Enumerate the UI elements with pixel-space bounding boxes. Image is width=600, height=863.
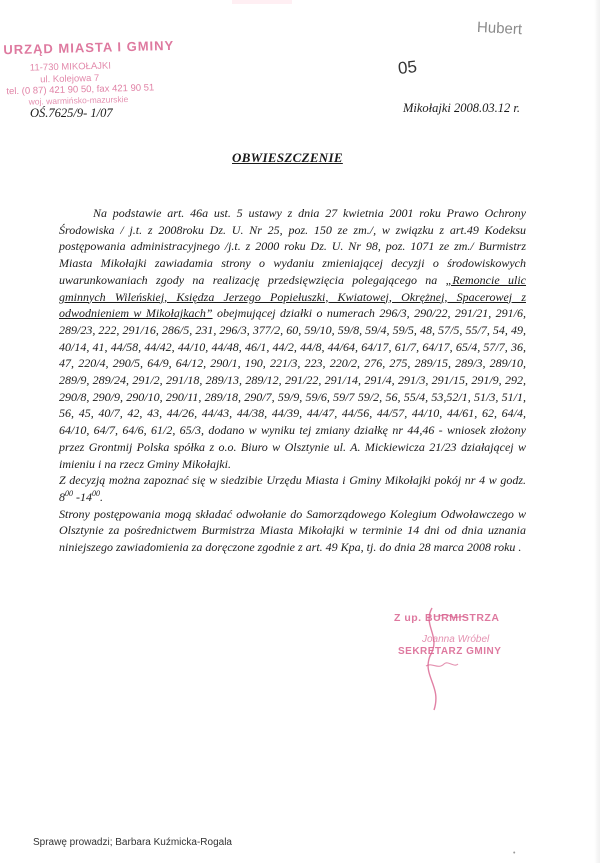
case-number: OŚ.7625/9- 1/07: [30, 106, 113, 120]
handwritten-mark: 05: [397, 57, 418, 78]
stamp-region: woj. warmińsko-mazurskie: [28, 94, 129, 107]
decision-text: Z decyzją można zapoznać się w siedzibie Urzędu Miasta i Gminy Mikołajki pokój nr 4 w godz. 8: [59, 473, 526, 504]
notice-body: [59, 205, 526, 556]
office-stamp: [1, 36, 183, 113]
project-name: „Remoncie ulic gminnych Wileńskiej, Księdza Jerzego Popiełuszki, Kwiatowej, Okrężnej, Spacerowej z odwodnieniem w Mikołajkach”: [59, 272, 527, 321]
page-mark: •: [513, 850, 516, 857]
stamp-phone: tel. (0 87) 421 90 50, fax 421 90 51: [6, 82, 155, 98]
signature-authorization: Z up. BURMISTRZA: [394, 612, 500, 624]
case-handler: Sprawę prowadzi; Barbara Kuźmicka-Rogala: [33, 837, 232, 848]
hour-separator: -14: [73, 489, 92, 504]
hour-start-minutes: 00: [65, 488, 73, 498]
stamp-postal: 11-730 MIKOŁAJKI: [29, 60, 112, 74]
place-date: Mikołajki 2008.03.12 r.: [403, 101, 521, 115]
notice-paragraph-appeal: Strony postępowania mogą składać odwołanie do Samorządowego Kolegium Odwoławczego w Olsztynie za pośrednictwem Burmistrza Miasta Mikołajki w terminie 14 dni od dnia uznania niniejszego zawiadomienia za doręczone zgodnie z art. 49 Kpa, tj. do dnia 28 marca 2008 roku .: [59, 506, 526, 555]
stamp-street: ul. Kolejowa 7: [39, 72, 100, 86]
scan-top-mark: [232, 0, 292, 4]
scan-edge-shadow: [594, 0, 600, 863]
document-title: OBWIESZCZENIE: [232, 150, 343, 165]
handwritten-note: Hubert: [476, 18, 523, 39]
intro-text: Na podstawie art. 46a ust. 5 ustawy z dnia 27 kwietnia 2001 roku Prawo Ochrony Środowiska / j.t. z 2008roku Dz. U. Nr 25, poz. 150 ze zm./, w związku z art.49 Kodeksu postępowania administracyjnego /j.t. z 2000 roku Dz. U. Nr 98, poz. 1071 ze zm./ Burmistrz Miasta Mikołajki zawiadamia strony o wydaniu zmieniającej decyzji o środowiskowych uwarunkowaniach zgody na realizację przedsięwzięcia polegającego na: [59, 206, 526, 287]
notice-paragraph-decision: [59, 472, 526, 505]
parcels-text: obejmującej działki o numerach 296/3, 290/22, 291/21, 291/6, 289/23, 222, 291/16, 286/5, 231, 296/3, 377/2, 60, 59/10, 59/8, 59/4, 59/5, 48, 57/5, 55/7, 54, 49, 40/14, 41, 44/58, 44/42, 44/10, 44/48, 46/1, 44/2, 44/8, 44/64, 64/17, 61/7, 64/17, 65/4, 57/7, 36, 47, 220/4, 290/5, 64/9, 64/12, 290/1, 190, 221/3, 223, 220/2, 276, 275, 289/15, 289/3, 289/10, 289/9, 289/24, 291/2, 291/18, 289/13, 289/12, 291/22, 291/14, 291/4, 291/3, 291/15, 291/9, 292, 290/8, 290/9, 290/10, 290/11, 289/18, 290/7, 59/9, 59/6, 59/7 59/2, 56, 55/4, 53,52/1, 51/3, 51/1, 56, 45, 40/7, 42, 43, 44/26, 44/43, 44/38, 44/39, 44/47, 44/56, 44/57, 44/10, 44/61, 62, 64/4, 64/10, 64/7, 64/6, 61/2, 65/3, dodano w wyniku tej zmiany działkę nr 44,46 - wniosek złożony przez Grontmij Polska spółka z o.o. Biuro w Olsztynie ul. A. Mickiewicza 21/23 działającej w imieniu i na rzecz Gminy Mikołajki.: [59, 306, 526, 471]
signature-stamp: [392, 606, 542, 716]
signature-name: Joanna Wróbel: [422, 634, 490, 645]
signature-position: SEKRETARZ GMINY: [398, 646, 502, 657]
hour-end-minutes: 00: [92, 488, 100, 498]
hour-end: .: [100, 489, 103, 504]
notice-paragraph-main: [59, 205, 526, 472]
stamp-office-name: URZĄD MIASTA I GMINY: [3, 37, 175, 58]
